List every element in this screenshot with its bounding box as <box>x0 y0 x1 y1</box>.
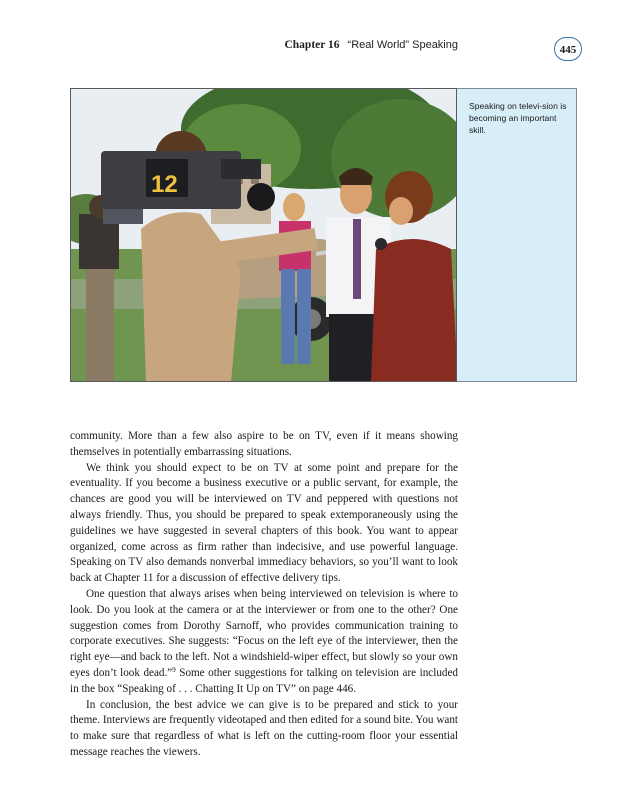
paragraph-3-text-a: One question that always arises when being interviewed on television is where to look. Do you look at the camera or at the interviewer or from one to the other? One suggestion comes from Dorothy Sarnoff, who provides communication training to corporate executives. She suggests: “Focus on the left eye of the interviewer, then the right eye—and back to the left. Not a windshield-wiper effect, but slowly so your own eyes don’t look dead.” <box>70 587 458 679</box>
camera-number-label: 12 <box>151 171 178 198</box>
page-header <box>0 37 633 59</box>
interview-photo <box>70 88 457 382</box>
footnote-marker: 9 <box>172 665 176 674</box>
chapter-number: Chapter 16 <box>284 39 340 51</box>
paragraph-1: community. More than a few also aspire to be on TV, even if it means showing themselves in potentially embarrassing situations. <box>70 430 458 458</box>
page-number: 445 <box>554 37 582 61</box>
paragraph-4: In conclusion, the best advice we can give is to be prepared and stick to your theme. Interviews are frequently videotaped and then edited for a sound bite. You want to make sure that regardless of what is left on the cutting-room floor your essential message reaches the viewers. <box>70 698 458 758</box>
paragraph-3-text-b: Some other suggestions for talking on television are included in the box “Speaking of . . . Chatting It Up on TV” on page 446. <box>70 666 458 695</box>
chapter-title: “Real World” Speaking <box>347 39 458 51</box>
body-text <box>70 429 458 761</box>
figure-caption-box <box>457 88 577 382</box>
paragraph-3 <box>70 587 458 698</box>
paragraph-2: We think you should expect to be on TV at some point and prepare for the eventuality. If you become a business executive or a public servant, for example, the chances are good you will be interviewed on TV and peppered with questions not always friendly. Thus, you should be prepared to speak extemporaneously using the guidelines we have suggested in several chapters of this book. You want to appear organized, come across as firm rather than indecisive, and use powerful language. Speaking on TV also demands nonverbal immediacy behaviors, so you’ll want to look back at Chapter 11 for a discussion of effective delivery tips. <box>70 461 458 585</box>
running-head <box>284 39 458 51</box>
figure-caption: Speaking on televi-sion is becoming an important skill. <box>469 101 567 135</box>
